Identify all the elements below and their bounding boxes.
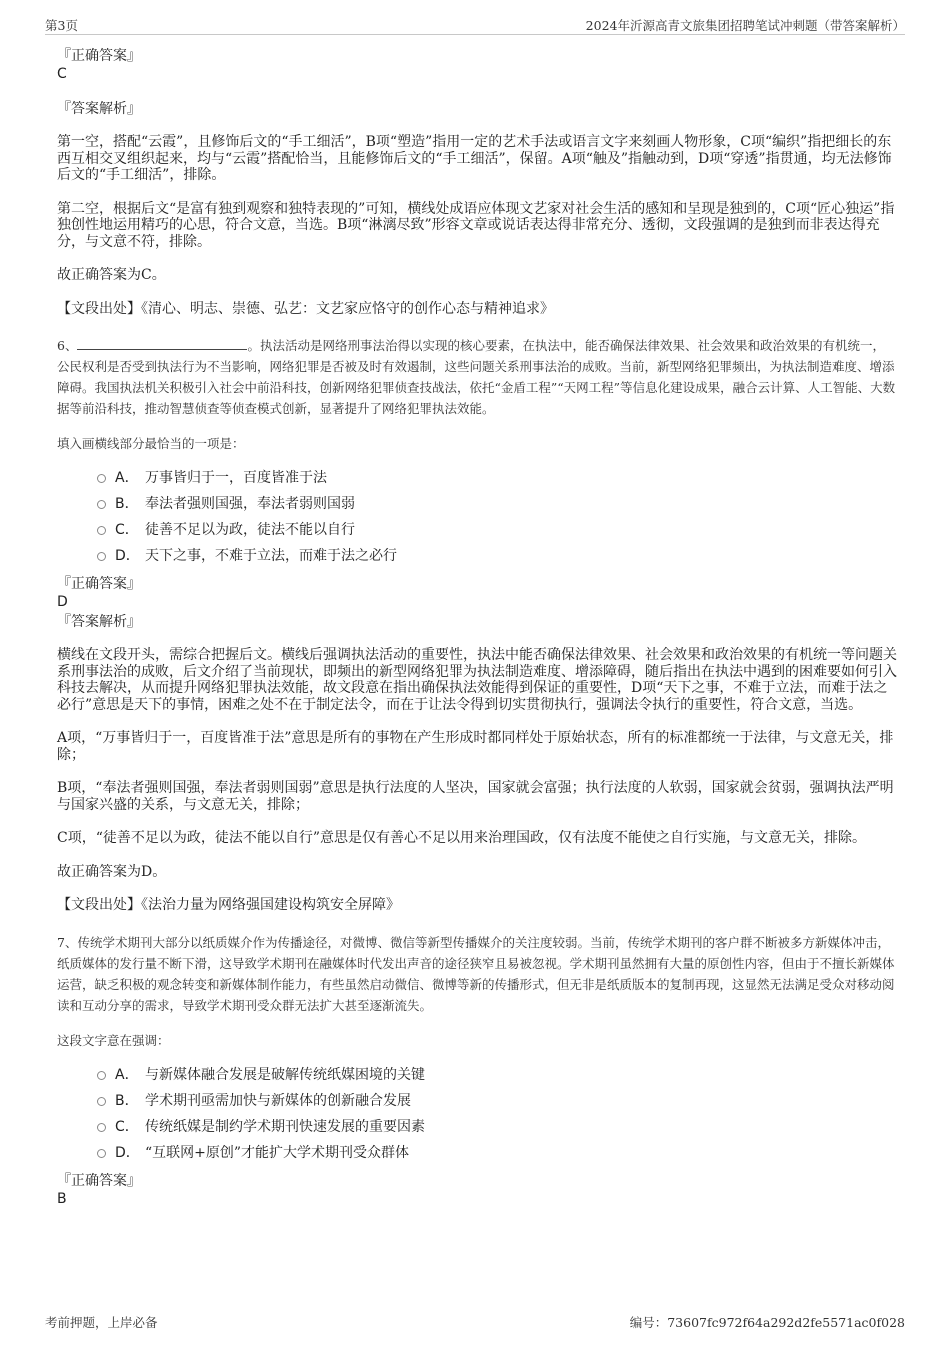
- footer-slogan: 考前押题，上岸必备: [45, 1315, 158, 1330]
- radio-icon[interactable]: [97, 474, 106, 483]
- radio-icon[interactable]: [97, 1149, 106, 1158]
- document-code: 编号：73607fc972f64a292d2fe5571ac0f028: [629, 1315, 905, 1330]
- q5-correct-answer: C: [57, 66, 67, 82]
- page-header: [45, 14, 905, 35]
- radio-icon[interactable]: [97, 526, 106, 535]
- q5-analysis-label: 『答案解析』: [57, 101, 141, 117]
- radio-icon[interactable]: [97, 552, 106, 561]
- q6-analysis-paragraph-2: A项，“万事皆归于一，百度皆准于法”意思是所有的事物在产生形成时都同样处于原始状态，所有的标准都统一于法律，与文意无关，排除；: [57, 730, 894, 763]
- q6-correct-answer: D: [57, 594, 68, 610]
- q6-number: 6、: [57, 338, 78, 353]
- q6-option-c[interactable]: C． 徒善不足以为政，徒法不能以自行: [57, 519, 897, 545]
- q7-correct-answer: B: [57, 1190, 67, 1207]
- page-content: [57, 47, 897, 1208]
- q5-source: 【文段出处】《清心、明志、崇德、弘艺：文艺家应恪守的创作心态与精神追求》: [57, 300, 554, 317]
- q6-option-a[interactable]: A． 万事皆归于一，百度皆准于法: [57, 467, 897, 493]
- q6-conclusion: 故正确答案为D。: [57, 863, 167, 880]
- q6-analysis-paragraph-3: B项，“奉法者强则国强，奉法者弱则国弱”意思是执行法度的人坚决，国家就会富强；执行法度的人软弱，国家就会贫弱，强调执法严明与国家兴盛的关系，与文意无关，排除；: [57, 780, 894, 813]
- q7-option-d[interactable]: D． “互联网+原创”才能扩大学术期刊受众群体: [57, 1142, 897, 1168]
- q5-conclusion: 故正确答案为C。: [57, 267, 166, 283]
- q5-analysis-paragraph-1: 第一空，搭配“云霞”，且修饰后文的“手工细活”，B项“塑造”指用一定的艺术手法或语言文字来刻画人物形象，C项“编织”指把细长的东西互相交叉组织起来，均与“云霞”搭配恰当，且能修饰后文的“手工细活”，保留。A项“触及”指触动到，D项“穿透”指贯通，均无法修饰后文的“手工细活”，排除。: [57, 134, 892, 183]
- document-title: 2024年沂源高青文旅集团招聘笔试冲刺题（带答案解析）: [585, 18, 905, 33]
- q6-analysis-label: 『答案解析』: [57, 614, 141, 630]
- q7-correct-label: 『正确答案』: [57, 1172, 141, 1189]
- q6-stem: [57, 335, 897, 419]
- q6-correct-label: 『正确答案』: [57, 576, 141, 592]
- q6-analysis-paragraph-1: 横线在文段开头，需综合把握后文。横线后强调执法活动的重要性，执法中能否确保法律效果、社会效果和政治效果的有机统一等问题关系刑事法治的成败，后文介绍了当前现状，即频出的新型网络犯罪为执法制造难度、增添障碍，随后指出在执法中遇到的困难要如何引入科技去解决，从而提升网络犯罪执法效能，故文段意在指出确保执法效能得到保证的重要性，D项“天下之事，不难于立法，而难于法之必行”意思是天下的事情，困难之处不在于制定法令，而在于让法令得到切实贯彻执行，强调法令执行的重要性，符合文意，当选。: [57, 647, 897, 713]
- q7-option-c[interactable]: C． 传统纸媒是制约学术期刊快速发展的重要因素: [57, 1116, 897, 1142]
- radio-icon[interactable]: [97, 1097, 106, 1106]
- q6-options: [57, 467, 897, 571]
- radio-icon[interactable]: [97, 500, 106, 509]
- q6-option-d[interactable]: D． 天下之事，不难于立法，而难于法之必行: [57, 545, 897, 571]
- q6-stem-text: 。执法活动是网络刑事法治得以实现的核心要素，在执法中，能否确保法律效果、社会效果和政治效果的有机统一，公民权利是否受到执法行为不当影响，网络犯罪是否被及时有效遏制，这些问题关系刑事法治的成败。当前，新型网络犯罪频出，为执法制造难度、增添障碍。我国执法机关积极引入社会中前沿科技，创新网络犯罪侦查技战法，依托“金盾工程”“天网工程”等信息化建设成果，融合云计算、人工智能、大数据等前沿科技，推动智慧侦查等侦查模式创新，显著提升了网络犯罪执法效能。: [57, 338, 896, 416]
- q5-analysis-paragraph-2: 第二空，根据后文“是富有独到观察和独特表现的”可知，横线处成语应体现文艺家对社会生活的感知和呈现是独到的，C项“匠心独运”指独创性地运用精巧的心思，符合文意，当选。B项“淋漓尽致”形容文章或说话表达得非常充分、透彻，文段强调的是独到而非表达得充分，与文意不符，排除。: [57, 200, 895, 250]
- q6-option-b[interactable]: B． 奉法者强则国强，奉法者弱则国弱: [57, 493, 897, 519]
- q7-option-a[interactable]: A． 与新媒体融合发展是破解传统纸媒困境的关键: [57, 1064, 897, 1090]
- radio-icon[interactable]: [97, 1123, 106, 1132]
- q6-source: 【文段出处】《法治力量为网络强国建设构筑安全屏障》: [57, 897, 400, 913]
- q6-prompt: 填入画横线部分最恰当的一项是：: [57, 436, 245, 451]
- q7-option-b[interactable]: B． 学术期刊亟需加快与新媒体的创新融合发展: [57, 1090, 897, 1116]
- q5-correct-label: 『正确答案』: [57, 48, 141, 64]
- q7-stem: 7、传统学术期刊大部分以纸质媒介作为传播途径，对微博、微信等新型传播媒介的关注度较弱。当前，传统学术期刊的客户群不断被多方新媒体冲击，纸质媒体的发行量不断下滑，这导致学术期刊在融媒体时代发出声音的途径狭窄且易被忽视。学术期刊虽然拥有大量的原创性内容，但由于不擅长新媒体运营，缺乏积极的观念转变和新媒体制作能力，有些虽然启动微信、微博等新的传播形式，但无非是纸质版本的复制再现，这显然无法满足受众对移动阅读和互动分享的需求，导致学术期刊受众群无法扩大甚至逐渐流失。: [57, 934, 895, 1013]
- q6-analysis-paragraph-4: C项，“徒善不足以为政，徒法不能以自行”意思是仅有善心不足以用来治理国政，仅有法度不能使之自行实施，与文意无关，排除。: [57, 830, 867, 846]
- radio-icon[interactable]: [97, 1071, 106, 1080]
- q6-fill-blank: [77, 337, 247, 350]
- q7-options: [57, 1064, 897, 1168]
- page-number: 第3页: [45, 18, 78, 33]
- q7-prompt: 这段文字意在强调：: [57, 1032, 170, 1048]
